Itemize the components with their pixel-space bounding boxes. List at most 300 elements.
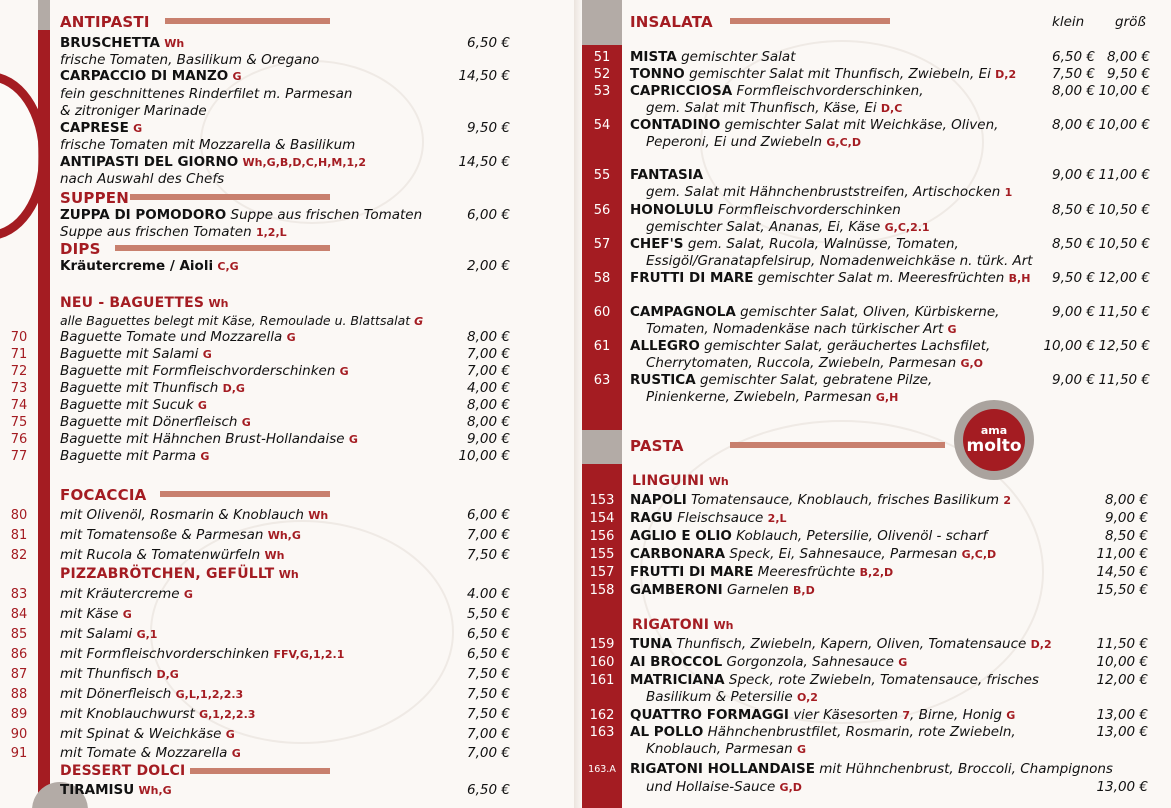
allergen-codes: G,D [779,781,802,794]
item-price: 4,00 € [467,380,510,396]
menu-row [0,202,1171,219]
item-name: CAPRICCIOSA [630,83,733,99]
item-price: 7,50 € [467,547,510,563]
item-name: CONTADINO [630,117,721,133]
menu-row [0,546,1171,563]
allergen-codes: C,G [217,260,239,273]
menu-row [0,134,1171,151]
item-description: Baguette mit Salami [60,346,199,362]
menu-row [0,49,1171,66]
item-text [646,741,806,758]
item-name: FANTASIA [630,167,704,183]
price-small: 8,50 € [1052,202,1095,218]
item-number: 162 [589,708,615,723]
item-number: 161 [589,673,615,688]
item-name: GAMBERONI [630,582,723,598]
price-small: 8,00 € [1052,83,1095,99]
item-description: mit Käse [60,606,119,622]
baguettes-intro-text: alle Baguettes belegt mit Käse, Remoulade u. Blattsalat [60,313,411,328]
price-small: 7,50 € [1052,66,1095,82]
item-name: FRUTTI DI MARE [630,564,754,580]
item-name: CAPRESE [60,120,129,136]
item-price: 13,00 € [1096,779,1148,795]
item-description: gem. Salat mit Thunfisch, Käse, Ei [646,100,877,116]
allergen-codes: G,1,2,2.3 [199,708,256,721]
item-description: mit Rucola & Tomatenwürfeln [60,547,261,563]
allergen-codes: Wh,G [138,784,172,797]
menu-row [0,304,1171,321]
allergen-codes: 1,2,L [255,226,287,239]
item-price: 7,50 € [467,666,510,682]
item-price: 7,50 € [467,706,510,722]
item-description: gem. Salat mit Hähnchenbruststreifen, Artischocken [646,184,1001,200]
menu-row [0,100,1171,117]
allergen-codes: G [339,365,349,378]
allergen-codes: G [133,122,143,135]
item-text [630,202,901,219]
item-text [60,448,209,465]
badge-line-1: ama [980,424,1008,437]
item-text [646,689,818,706]
allergen-codes: Wh [708,475,729,488]
allergen-codes: B,2,D [859,566,894,579]
item-description: Garnelen [726,582,789,598]
item-description: Pinienkerne, Zwiebeln, Parmesan [646,389,872,405]
item-text [630,636,1052,653]
item-number: 80 [10,508,28,523]
item-number: 58 [593,271,611,286]
item-price: 11,00 € [1096,546,1148,562]
item-description: Speck, Ei, Sahnesauce, Parmesan [729,546,958,562]
price-large: 11,50 € [1098,304,1150,320]
item-number: 74 [10,398,28,413]
item-price: 7,00 € [467,346,510,362]
item-description: Cherrytomaten, Ruccola, Zwiebeln, Parmesan [646,355,957,371]
item-number: 71 [10,347,28,362]
price-large: 10,50 € [1098,202,1150,218]
price-large: 12,00 € [1098,270,1150,286]
item-price: 5,50 € [467,606,510,622]
item-text [630,117,998,134]
menu-row [0,253,1171,270]
item-price: 9,50 € [467,120,510,136]
allergen-codes: G,H [875,391,899,404]
allergen-codes: G [286,331,296,344]
item-name: AL POLLO [630,724,704,740]
item-number: 72 [10,364,28,379]
item-text [630,66,1016,83]
section-title-insalata: INSALATA [630,13,713,31]
item-number: 83 [10,587,28,602]
item-price: 8,00 € [467,397,510,413]
item-description: mit Olivenöl, Rosmarin & Knoblauch [60,507,304,523]
item-price: 6,00 € [467,507,510,523]
item-description: gemischter Salat mit Thunfisch, Zwiebeln, Ei [689,66,991,82]
menu-row [0,672,1171,689]
price-large: 10,50 € [1098,236,1150,252]
menu-row [0,636,1171,653]
section-title-pasta: PASTA [630,437,684,455]
item-number: 61 [593,339,611,354]
item-price: 9,00 € [467,431,510,447]
allergen-codes: 7 [902,709,911,722]
rigatoni-title: RIGATONI [632,617,710,633]
item-number: 70 [10,330,28,345]
price-large: 11,50 € [1098,372,1150,388]
allergen-codes: G [200,450,210,463]
allergen-codes: G [232,70,242,83]
allergen-codes: G [202,348,212,361]
item-name: RAGU [630,510,673,526]
item-price: 12,00 € [1096,672,1148,688]
item-name: ANTIPASTI DEL GIORNO [60,154,239,170]
allergen-codes: B,D [793,584,815,597]
allergen-codes: G,C,D [826,136,861,149]
price-large: 8,00 € [1107,49,1150,65]
item-description: gemischter Salat mit Weichkäse, Oliven, [724,117,999,133]
item-price: 11,50 € [1096,636,1148,652]
allergen-codes: 2,L [767,512,787,525]
item-price: 13,00 € [1096,707,1148,723]
allergen-codes: Wh,G,B,D,C,H,M,1,2 [242,156,366,169]
item-description: & zitroniger Marinade [60,103,207,119]
item-description: Suppe aus frischen Tomaten [60,224,252,240]
price-large: 10,00 € [1098,117,1150,133]
item-number: 53 [593,84,611,99]
item-price: 6,50 € [467,782,510,798]
item-text [630,83,923,100]
item-description: Suppe aus frischen Tomaten [230,207,423,223]
item-number: 54 [593,118,611,133]
item-text [630,546,996,563]
subsection-title-linguini [632,473,729,490]
allergen-codes: G [898,656,908,669]
item-text [630,707,1015,724]
item-name: AI BROCCOL [630,654,723,670]
item-description: Peperoni, Ei und Zwiebeln [646,134,823,150]
item-number: 88 [10,687,28,702]
allergen-codes: G [1006,709,1016,722]
item-number: 86 [10,647,28,662]
item-price: 14,50 € [458,68,510,84]
item-price: 8,50 € [1105,528,1148,544]
item-text [646,134,861,151]
item-price: 14,50 € [1096,564,1148,580]
section-title-dips: DIPS [60,240,101,258]
item-name: TUNA [630,636,672,652]
allergen-codes: G [947,323,957,336]
allergen-codes: Wh,G [267,529,301,542]
allergen-codes: G [225,728,235,741]
linguini-title: LINGUINI [632,473,705,489]
item-price: 10,00 € [458,448,510,464]
menu-row [0,606,1171,623]
baguettes-title: NEU - BAGUETTES [60,295,205,311]
item-price: 4.00 € [467,586,510,602]
section-title-antipasti: ANTIPASTI [60,13,150,31]
item-description: gemischter Salat [681,49,796,65]
item-description: Meeresfrüchte [757,564,856,580]
price-large: 12,50 € [1098,338,1150,354]
item-description: frische Tomaten mit Mozzarella & Basilikum [60,137,356,153]
price-small: 10,00 € [1043,338,1095,354]
item-text [630,564,893,581]
item-text [630,528,987,545]
item-text [630,724,1016,741]
item-number: 155 [589,547,615,562]
item-number: 87 [10,667,28,682]
item-number: 89 [10,707,28,722]
item-price: 7,00 € [467,363,510,379]
price-small: 9,00 € [1052,372,1095,388]
allergen-codes: Wh [264,549,285,562]
allergen-codes: Wh [278,568,299,581]
item-text [630,654,907,671]
allergen-codes: G [122,608,132,621]
item-price: 6,50 € [467,646,510,662]
item-price: 15,50 € [1096,582,1148,598]
item-description: nach Auswahl des Chefs [60,171,225,187]
item-number: 76 [10,432,28,447]
item-text [630,338,990,355]
item-name: ALLEGRO [630,338,700,354]
item-text [60,606,132,623]
item-description: mit Spinat & Weichkäse [60,726,222,742]
item-price: 14,50 € [458,154,510,170]
item-description: gemischter Salat, geräuchertes Lachsfilet, [704,338,991,354]
item-text [630,492,1011,509]
item-name: MISTA [630,49,677,65]
item-description: mit Salami [60,626,133,642]
ama-molto-badge [954,400,1034,480]
item-description: Baguette mit Formfleischvorderschinken [60,363,336,379]
item-description: mit Tomate & Mozzarella [60,745,228,761]
item-description: Baguette mit Thunfisch [60,380,219,396]
allergen-codes: D,C [880,102,903,115]
allergen-codes: G [197,399,207,412]
allergen-codes: G [183,588,193,601]
section-rule [730,442,945,448]
column-header-large: größ [1115,14,1146,30]
allergen-codes: O,2 [796,691,818,704]
item-number: 77 [10,449,28,464]
item-description: Baguette mit Hähnchen Brust-Hollandaise [60,431,345,447]
item-description: Baguette mit Sucuk [60,397,194,413]
allergen-codes: 2 [1003,494,1012,507]
item-description: Essigöl/Granatapfelsirup, Nomadenweichkäse n. türk. Art [646,253,1033,269]
subsection-title-rigatoni [632,617,733,634]
column-header-small: klein [1052,14,1085,30]
item-text [630,510,787,527]
item-name: CARBONARA [630,546,726,562]
item-text [630,49,795,66]
item-description: Speck, rote Zwiebeln, Tomatensauce, frisches [728,672,1039,688]
item-description: , Birne, Honig [910,707,1002,723]
menu-row [0,761,1171,778]
item-price: 7,00 € [467,527,510,543]
allergen-codes: D,2 [1030,638,1052,651]
menu-row [0,492,1171,509]
item-description: mit Formfleischvorderschinken [60,646,270,662]
item-description: gem. Salat, Rucola, Walnüsse, Tomaten, [687,236,959,252]
allergen-codes: G [348,433,358,446]
menu-row [0,654,1171,671]
item-name: FRUTTI DI MARE [630,270,754,286]
item-description: fein geschnittenes Rinderfilet m. Parmesan [60,86,353,102]
menu-row [0,117,1171,134]
menu-row [0,564,1171,581]
menu-row [0,724,1171,741]
item-price: 10,00 € [1096,654,1148,670]
item-description: frische Tomaten, Basilikum & Oregano [60,52,320,68]
menu-row [0,741,1171,758]
item-name: TONNO [630,66,685,82]
allergen-codes: G,1 [136,628,158,641]
section-title-focaccia: FOCACCIA [60,486,147,504]
item-name: RUSTICA [630,372,696,388]
item-description: Baguette mit Dönerfleisch [60,414,238,430]
menu-row [0,779,1171,796]
menu-row [0,236,1171,253]
item-number: 158 [589,583,615,598]
allergen-codes: Wh [713,619,734,632]
allergen-codes: G,C,2.1 [884,221,930,234]
section-rule [730,18,890,24]
item-description: Basilikum & Petersilie [646,689,793,705]
item-name: MATRICIANA [630,672,725,688]
allergen-codes: Wh [164,37,185,50]
price-small: 8,50 € [1052,236,1095,252]
item-number: 91 [10,746,28,761]
item-number: 84 [10,607,28,622]
item-number: 60 [593,305,611,320]
price-small: 9,00 € [1052,304,1095,320]
item-description: mit Tomatensoße & Parmesan [60,527,264,543]
allergen-codes: FFV,G,1,2.1 [273,648,345,661]
item-price: 2,00 € [467,258,510,274]
item-name: TIRAMISU [60,782,135,798]
item-description: Formfleischvorderschinken [718,202,901,218]
price-large: 9,50 € [1107,66,1150,82]
menu-row [0,83,1171,100]
allergen-codes: G [414,315,424,328]
item-text [646,355,983,372]
price-small: 9,00 € [1052,167,1095,183]
item-number: 52 [593,67,611,82]
badge-inner [963,409,1025,471]
menu-row [0,184,1171,201]
allergen-codes: G,O [960,357,983,370]
item-text [60,431,358,448]
item-description: mit Hühnchenbrust, Broccoli, Champignons [819,761,1113,777]
item-number: 55 [593,168,611,183]
item-number: 63 [593,373,611,388]
allergen-codes: D,G [156,668,179,681]
allergen-codes: 1 [1004,186,1013,199]
item-text [630,672,1039,689]
menu-row [0,66,1171,83]
item-description: Gorgonzola, Sahnesauce [726,654,894,670]
left-accent-bar-top [38,0,50,30]
item-name: Kräutercreme / Aioli [60,258,214,274]
price-small: 8,00 € [1052,117,1095,133]
allergen-codes: G [231,747,241,760]
item-text [646,219,930,236]
menu-row [0,219,1171,236]
item-number: 51 [593,50,611,65]
item-text [646,100,902,117]
item-name: CAMPAGNOLA [630,304,736,320]
allergen-codes: B,H [1008,272,1031,285]
item-name: BRUSCHETTA [60,35,160,51]
pizzabroetchen-title: PIZZABRÖTCHEN, GEFÜLLT [60,566,275,582]
item-number: 90 [10,727,28,742]
item-number: 163.A [588,764,616,775]
item-price: 6,50 € [467,35,510,51]
item-number: 160 [589,655,615,670]
item-description: Formfleischvorderschinken, [736,83,924,99]
menu-row [0,689,1171,706]
item-description: Thunfisch, Zwiebeln, Kapern, Oliven, Tomatensauce [676,636,1027,652]
item-price: 6,00 € [467,207,510,223]
item-description: Koblauch, Petersilie, Olivenöl - scharf [736,528,988,544]
item-price: 6,50 € [467,626,510,642]
item-number: 73 [10,381,28,396]
menu-row [0,528,1171,545]
item-name: RIGATONI HOLLANDAISE [630,761,815,777]
item-text [630,582,815,599]
item-number: 56 [593,203,611,218]
allergen-codes: G [241,416,251,429]
allergen-codes: Wh [308,509,329,522]
item-description: Hähnchenbrustfilet, Rosmarin, rote Zwiebeln, [707,724,1016,740]
item-description: mit Knoblauchwurst [60,706,195,722]
item-number: 81 [10,528,28,543]
item-description: mit Thunfisch [60,666,153,682]
item-name: CARPACCIO DI MANZO [60,68,229,84]
item-description: mit Kräutercreme [60,586,180,602]
price-large: 11,00 € [1098,167,1150,183]
item-description: Tomaten, Nomadenkäse nach türkischer Art [646,321,944,337]
menu-row [0,707,1171,724]
item-name: NAPOLI [630,492,687,508]
item-price: 7,00 € [467,745,510,761]
item-description: gemischter Salat, Oliven, Kürbiskerne, [740,304,1000,320]
menu-row [0,167,1171,184]
item-text [646,184,1012,201]
price-small: 9,50 € [1052,270,1095,286]
item-price: 8,00 € [467,414,510,430]
item-price: 8,00 € [1105,492,1148,508]
item-price: 9,00 € [1105,510,1148,526]
item-description: gemischter Salat, Ananas, Ei, Käse [646,219,881,235]
item-description: gemischter Salat m. Meeresfrüchten [757,270,1005,286]
item-number: 153 [589,493,615,508]
item-name: CHEF'S [630,236,684,252]
menu-row [0,582,1171,599]
item-number: 85 [10,627,28,642]
menu-row [0,338,1171,355]
item-description: Baguette mit Parma [60,448,197,464]
item-text [646,253,1033,270]
item-price: 7,00 € [467,726,510,742]
item-text [646,321,957,338]
item-text [646,389,898,406]
item-description: und Hollaise-Sauce [646,779,776,795]
menu-row [0,270,1171,287]
item-number: 154 [589,511,615,526]
menu-row [0,355,1171,372]
